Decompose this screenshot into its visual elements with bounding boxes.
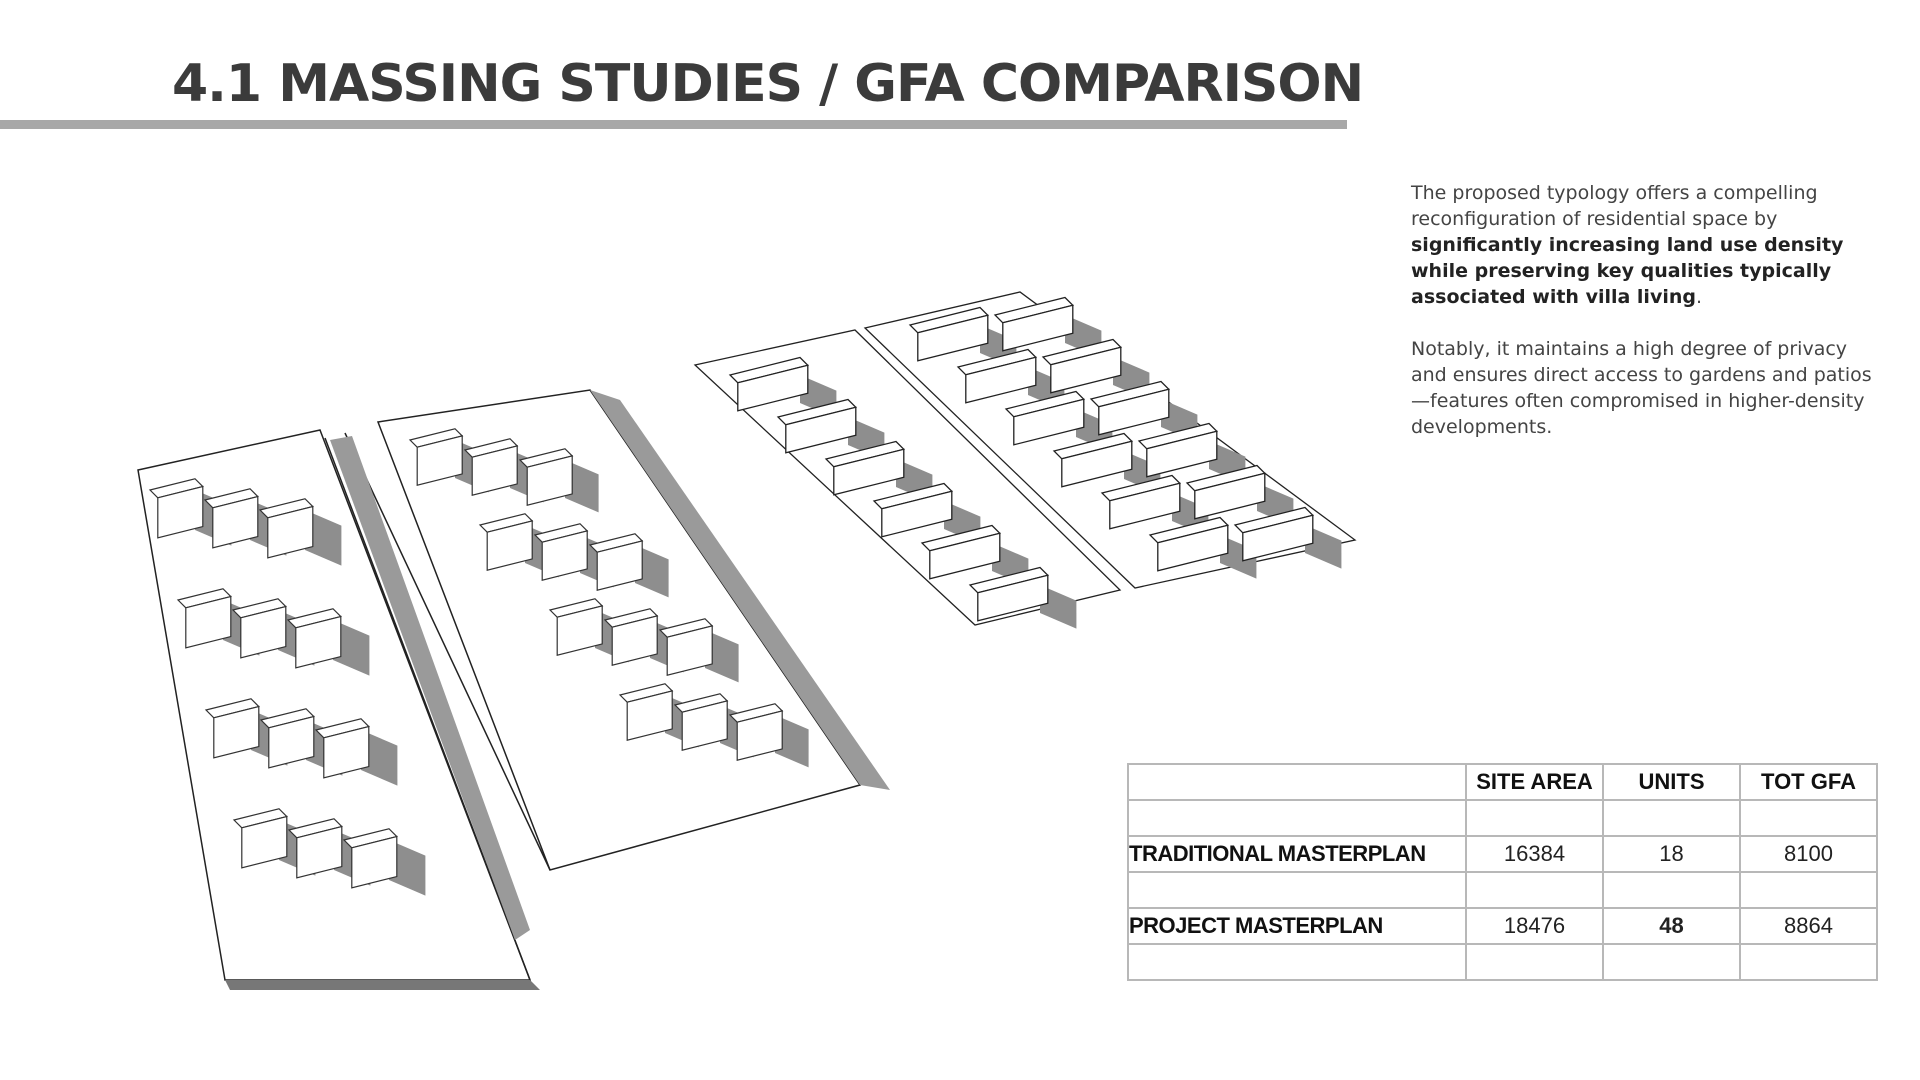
row-label: PROJECT MASTERPLAN: [1128, 908, 1466, 944]
title-underline: [0, 120, 1347, 129]
site-area-cell: 16384: [1466, 836, 1603, 872]
gfa-comparison-table: [1127, 763, 1878, 981]
description-paragraph-1: The proposed typology offers a compelling reconfiguration of residential space by significantly increasing land use density while preserving key qualities typically associated with villa living.: [1411, 182, 1844, 308]
site-area-cell: 18476: [1466, 908, 1603, 944]
header-cell-tot-gfa: TOT GFA: [1740, 764, 1877, 800]
header-cell-empty: [1128, 764, 1466, 800]
units-cell: 18: [1603, 836, 1740, 872]
row-label: TRADITIONAL MASTERPLAN: [1128, 836, 1466, 872]
page-title: 4.1 MASSING STUDIES / GFA COMPARISON: [172, 54, 1364, 114]
units-cell-highlighted: 48: [1603, 908, 1740, 944]
table-row: [1128, 836, 1877, 872]
table-header-row: [1128, 764, 1877, 800]
description-text: [1411, 180, 1881, 466]
tot-gfa-cell: 8864: [1740, 908, 1877, 944]
description-paragraph-2: Notably, it maintains a high degree of privacy and ensures direct access to gardens and patios—features often compromised in higher-density developments.: [1411, 338, 1872, 438]
table-spacer-row: [1128, 800, 1877, 836]
table-spacer-row: [1128, 872, 1877, 908]
table-row: [1128, 908, 1877, 944]
header-cell-site-area: SITE AREA: [1466, 764, 1603, 800]
table-spacer-row: [1128, 944, 1877, 980]
tot-gfa-cell: 8100: [1740, 836, 1877, 872]
header-cell-units: UNITS: [1603, 764, 1740, 800]
